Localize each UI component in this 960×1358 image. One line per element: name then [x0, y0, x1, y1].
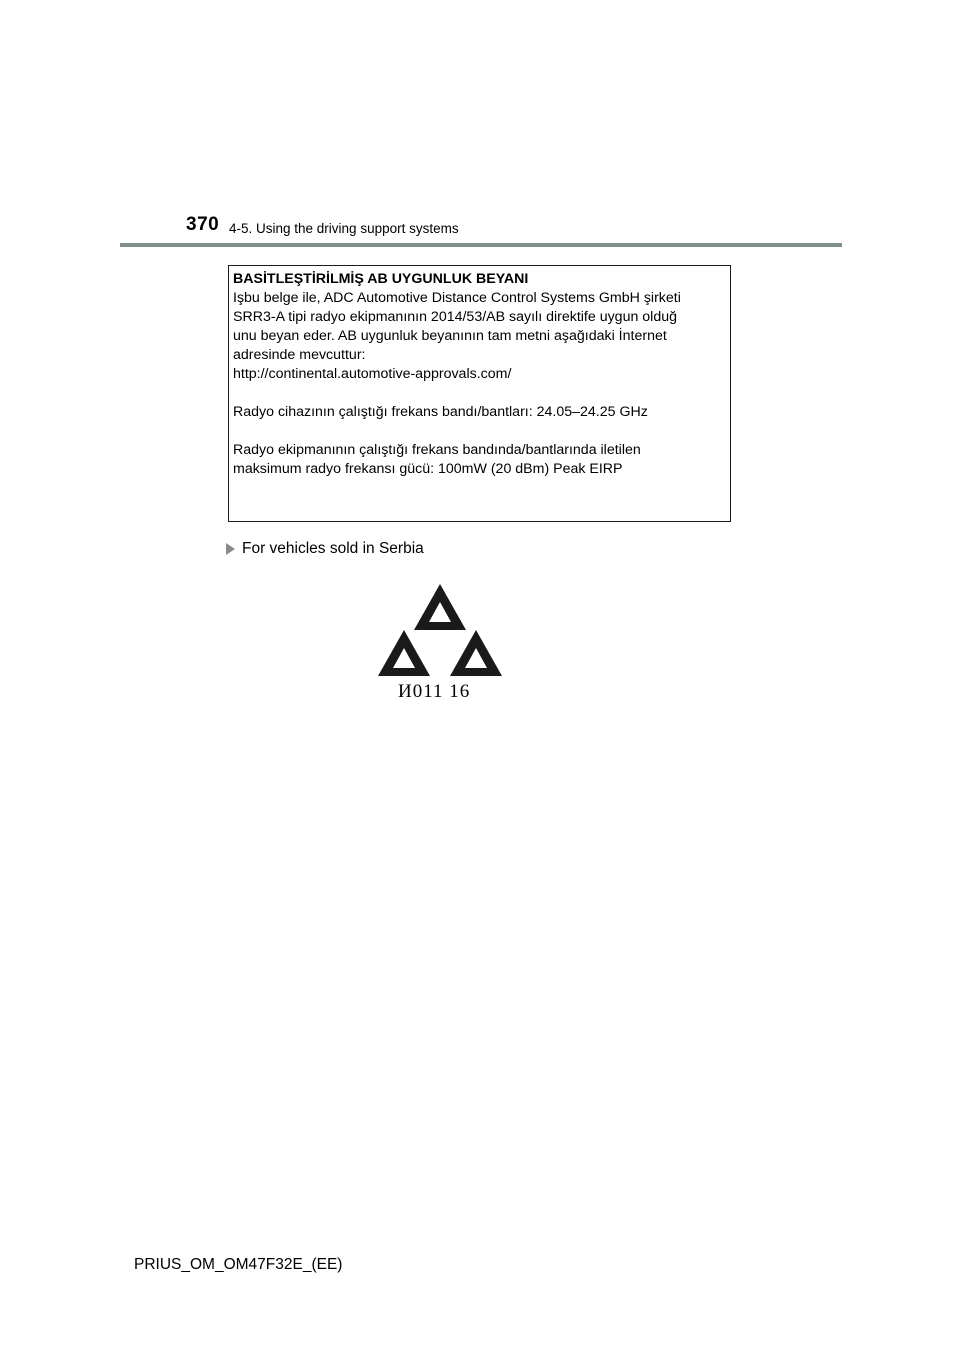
serbia-triangle-mark-icon [376, 578, 504, 698]
triangle-right-icon [226, 543, 235, 555]
header-rule [120, 243, 842, 247]
page-number: 370 [186, 214, 220, 235]
power-line: Radyo ekipmanının çalıştığı frekans bandında/bantlarında iletilen [233, 442, 641, 458]
declaration-title: BASİTLEŞTİRİLMİŞ AB UYGUNLUK BEYANI [233, 271, 529, 287]
paragraph-gap [233, 422, 726, 441]
declaration-line: SRR3-A tipi radyo ekipmanının 2014/53/AB sayılı direktife uygun olduğ [233, 309, 678, 325]
declaration-url: http://continental.automotive-approvals.com/ [233, 366, 512, 382]
declaration-line: unu beyan eder. AB uygunluk beyanının tam metni aşağıdaki İnternet [233, 328, 667, 344]
section-title: 4-5. Using the driving support systems [229, 221, 459, 236]
mark-code: И011 16 [398, 681, 471, 702]
paragraph-gap [233, 384, 726, 403]
declaration-box [228, 265, 731, 522]
bullet-row [226, 540, 424, 558]
bullet-text: For vehicles sold in Serbia [242, 540, 424, 557]
declaration-line: adresinde mevcuttur: [233, 347, 366, 363]
footer-document-code: PRIUS_OM_OM47F32E_(EE) [134, 1256, 343, 1273]
declaration-line: Işbu belge ile, ADC Automotive Distance Control Systems GmbH şirketi [233, 290, 681, 306]
frequency-band-line: Radyo cihazının çalıştığı frekans bandı/bantları: 24.05–24.25 GHz [233, 404, 648, 420]
power-line: maksimum radyo frekansı gücü: 100mW (20 dBm) Peak EIRP [233, 461, 623, 477]
